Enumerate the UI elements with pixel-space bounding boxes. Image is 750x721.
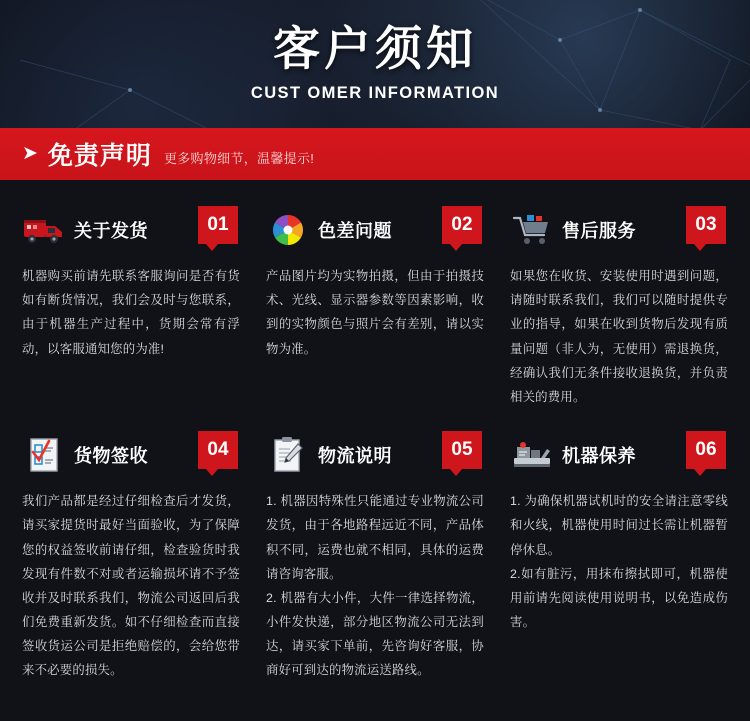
shopping-cart-icon — [510, 208, 554, 252]
checklist-icon — [22, 433, 66, 477]
card-paragraph: 1. 为确保机器试机时的安全请注意零线和火线，机器使用时间过长需让机器暂停休息。 — [510, 494, 728, 557]
card-number-badge: 02 — [442, 206, 482, 244]
card-header — [266, 204, 484, 256]
card-paragraph: 2. 机器有大小件，大件一律选择物流，小件发快递，部分地区物流公司无法到达，请买家下单前，先咨询好客服，协商好可到达的物流运送路线。 — [266, 590, 484, 678]
card-header — [266, 429, 484, 481]
triangle-right-icon: ➤ — [22, 142, 36, 164]
card-body — [22, 489, 240, 683]
info-card — [260, 198, 490, 419]
card-number-badge: 01 — [198, 206, 238, 244]
page-subtitle: CUST OMER INFORMATION — [250, 83, 500, 102]
card-body — [266, 489, 484, 683]
card-body — [510, 264, 728, 409]
card-number-badge: 03 — [686, 206, 726, 244]
card-header — [22, 204, 240, 256]
disclaimer-title: 免责声明 — [47, 142, 152, 170]
card-header — [510, 204, 728, 256]
info-card — [260, 423, 490, 693]
card-header — [22, 429, 240, 481]
card-number-badge: 04 — [198, 431, 238, 469]
color-wheel-icon — [266, 208, 310, 252]
card-title: 关于发货 — [74, 221, 148, 241]
delivery-truck-icon — [22, 208, 66, 252]
card-paragraph: 如果您在收货、安装使用时遇到问题，请随时联系我们，我们可以随时提供专业的指导，如果在收到货物后发现有质量问题（非人为，无使用）需退换货，经确认我们无条件接收退换货，并负责相关的费用。 — [510, 269, 728, 404]
card-paragraph: 2.如有脏污，用抹布擦拭即可，机器使用前请先阅读使用说明书，以免造成伤害。 — [510, 566, 728, 630]
card-body — [266, 264, 484, 361]
card-paragraph: 机器购买前请先联系客服询问是否有货如有断货情况，我们会及时与您联系，由于机器生产过程中，货期会常有浮动，以客服通知您的为准! — [22, 269, 240, 356]
card-title: 机器保养 — [562, 446, 636, 467]
card-title: 售后服务 — [562, 221, 636, 241]
disclaimer-bar — [0, 128, 750, 180]
card-title: 色差问题 — [318, 221, 392, 241]
info-card — [16, 198, 246, 419]
card-paragraph: 产品图片均为实物拍摄，但由于拍摄技术、光线、显示器参数等因素影响，收到的实物颜色与照片会有差别，请以实物为准。 — [266, 269, 484, 356]
info-card — [504, 198, 734, 419]
card-paragraph: 我们产品都是经过仔细检查后才发货，请买家提货时最好当面验收，为了保障您的权益签收前请仔细，检查验货时我发现有件数不对或者运输损坏请不予签收并及时联系我们，物流公司返回后我们免费重新发货。如不仔细检查而直接签收货运公司是拒绝赔偿的，会给您带来不必要的损失。 — [22, 494, 240, 678]
card-title: 货物签收 — [74, 446, 148, 467]
card-number-badge: 05 — [442, 431, 482, 469]
info-card-grid — [0, 180, 750, 693]
card-body — [22, 264, 240, 361]
machine-maintenance-icon — [510, 433, 554, 477]
page-title: 客户须知 — [273, 22, 477, 78]
card-number-badge: 06 — [686, 431, 726, 469]
card-header — [510, 429, 728, 481]
disclaimer-note: 更多购物细节，温馨提示! — [163, 151, 315, 166]
card-title: 物流说明 — [318, 446, 392, 467]
info-card — [504, 423, 734, 693]
card-body — [510, 489, 728, 634]
card-paragraph: 1. 机器因特殊性只能通过专业物流公司发货，由于各地路程远近不同，产品体积不同，运费也就不相同，具体的运费请咨询客服。 — [266, 494, 484, 581]
hero-banner — [0, 0, 750, 128]
info-card — [16, 423, 246, 693]
clipboard-pen-icon — [266, 433, 310, 477]
